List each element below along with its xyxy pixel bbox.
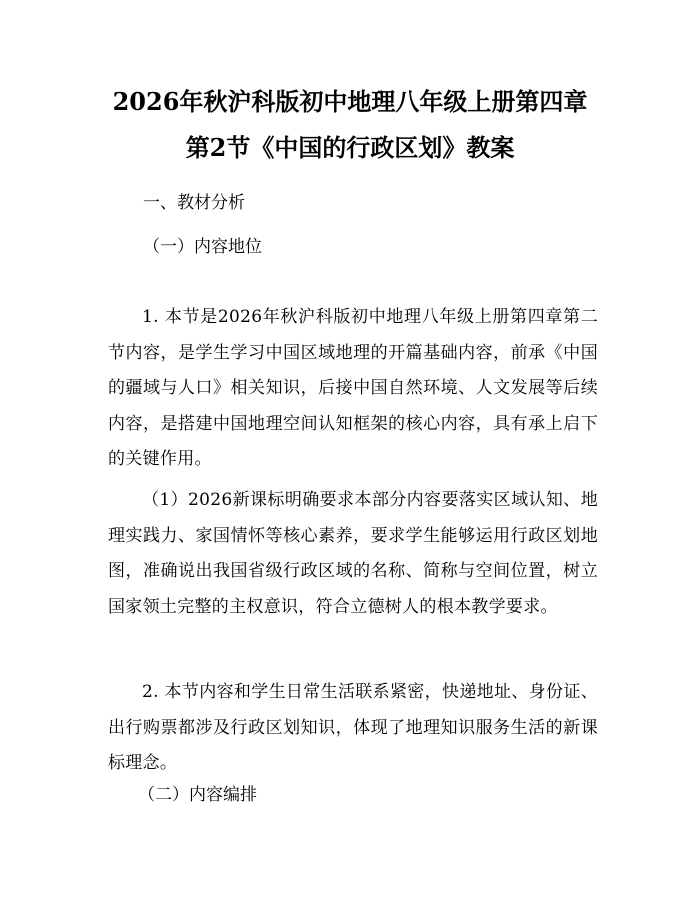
document-title-line-1: 2026年秋沪科版初中地理八年级上册第四章: [112, 87, 588, 116]
document-title-line-2: 第2节《中国的行政区划》教案: [185, 133, 515, 162]
section-heading-textbook-analysis: 一、教材分析: [143, 193, 245, 213]
paragraph-curriculum-standard: （1）2026新课标明确要求本部分内容要落实区域认知、地理实践力、家国情怀等核心素养，要求学生能够运用行政区划地图，准确说出我国省级行政区域的名称、简称与空间位置，树立国家领土完整的主权意识，符合立德树人的根本教学要求。: [108, 490, 598, 617]
subsection-heading-content-arrangement: （二）内容编排: [138, 785, 257, 805]
subsection-heading-content-position: （一）内容地位: [143, 237, 262, 257]
paragraph-daily-life: 2. 本节内容和学生日常生活联系紧密，快递地址、身份证、出行购票都涉及行政区划知识，体现了地理知识服务生活的新课标理念。: [108, 682, 598, 773]
paragraph-content-position: 1. 本节是2026年秋沪科版初中地理八年级上册第四章第二节内容，是学生学习中国区域地理的开篇基础内容，前承《中国的疆域与人口》相关知识，后接中国自然环境、人文发展等后续内容，是搭建中国地理空间认知框架的核心内容，具有承上启下的关键作用。: [108, 307, 598, 469]
